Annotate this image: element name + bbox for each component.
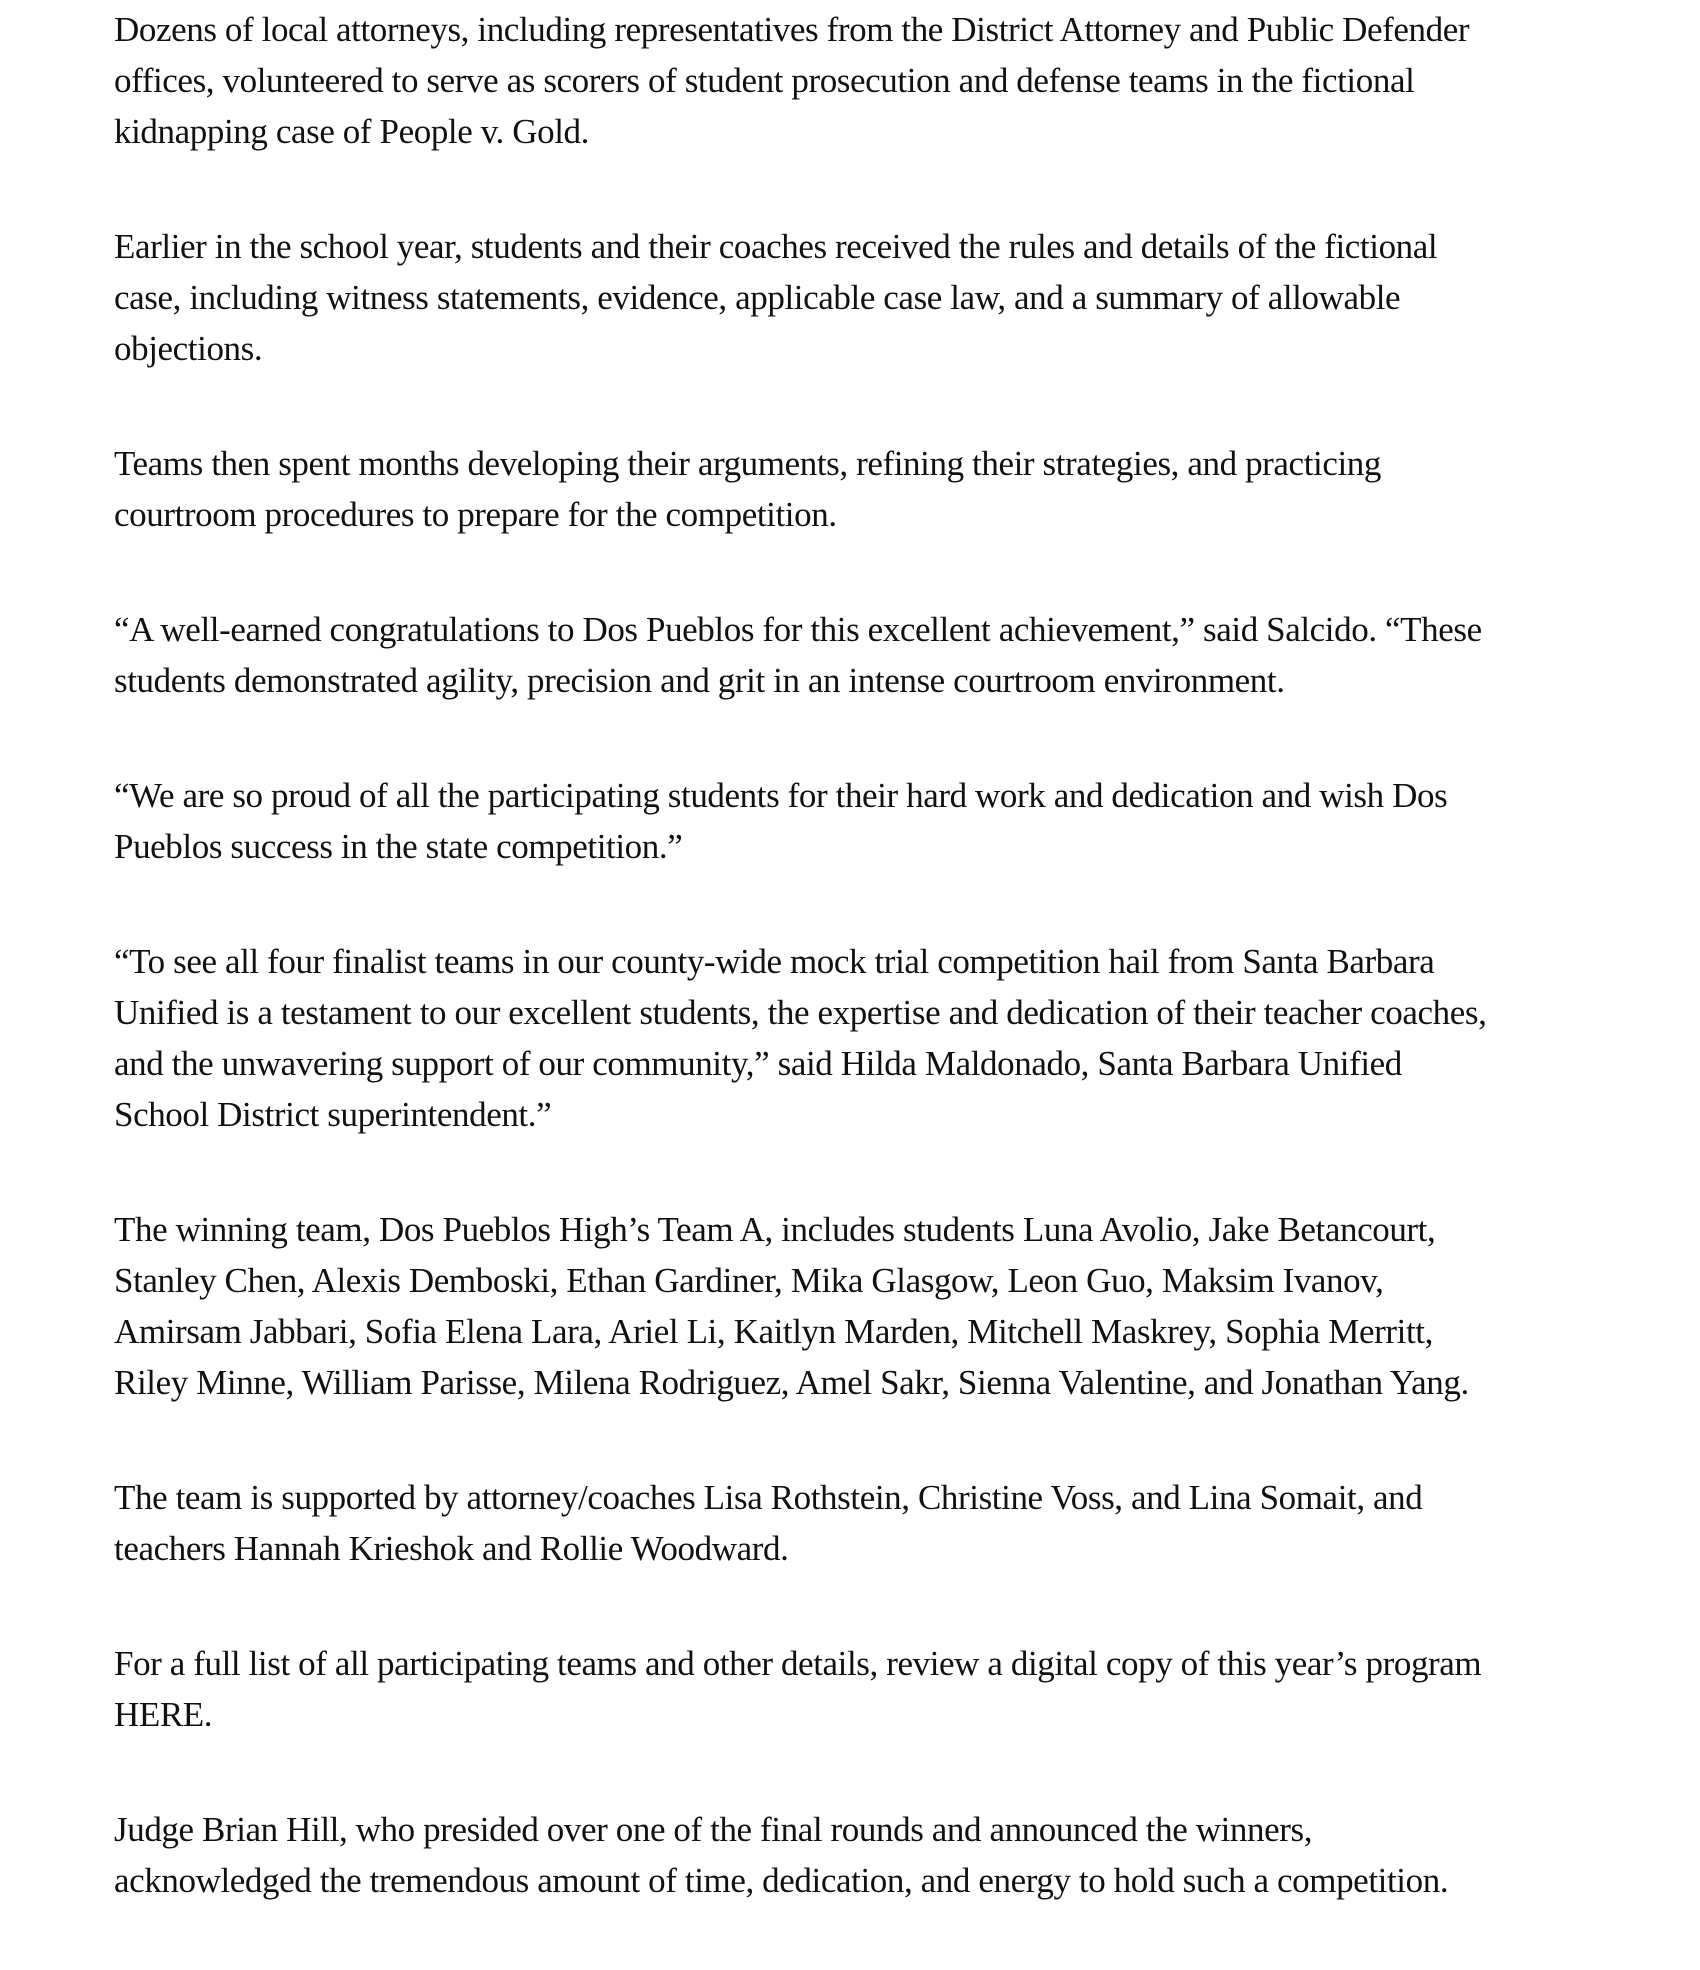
paragraph-case-details: [114, 221, 1604, 374]
paragraph-coaches: [114, 1472, 1604, 1574]
text-line: HERE.: [114, 1695, 213, 1734]
text-line: The team is supported by attorney/coaches Lisa Rothstein, Christine Voss, and Lina Somait, and: [114, 1478, 1423, 1517]
text-line: “To see all four finalist teams in our county-wide mock trial competition hail from Santa Barbara: [114, 942, 1435, 981]
text-line: Pueblos success in the state competition.”: [114, 827, 683, 866]
text-line: objections.: [114, 329, 263, 368]
text-line: The winning team, Dos Pueblos High’s Team A, includes students Luna Avolio, Jake Betancourt,: [114, 1210, 1436, 1249]
text-line: “A well-earned congratulations to Dos Pueblos for this excellent achievement,” said Salcido. “These: [114, 610, 1482, 649]
text-line: case, including witness statements, evidence, applicable case law, and a summary of allowable: [114, 278, 1401, 317]
text-line: Stanley Chen, Alexis Demboski, Ethan Gardiner, Mika Glasgow, Leon Guo, Maksim Ivanov,: [114, 1261, 1384, 1300]
text-line: teachers Hannah Krieshok and Rollie Woodward.: [114, 1529, 789, 1568]
text-line: Unified is a testament to our excellent students, the expertise and dedication of their teacher coaches,: [114, 993, 1487, 1032]
paragraph-salcido-quote: [114, 604, 1604, 706]
text-line: Judge Brian Hill, who presided over one of the final rounds and announced the winners,: [114, 1810, 1313, 1849]
text-line: Riley Minne, William Parisse, Milena Rodriguez, Amel Sakr, Sienna Valentine, and Jonathan Yang.: [114, 1363, 1469, 1402]
text-line: School District superintendent.”: [114, 1095, 552, 1134]
text-line: and the unwavering support of our community,” said Hilda Maldonado, Santa Barbara Unified: [114, 1044, 1402, 1083]
text-line: For a full list of all participating teams and other details, review a digital copy of this year’s program: [114, 1644, 1482, 1683]
paragraph-winning-team: [114, 1204, 1604, 1408]
text-line: courtroom procedures to prepare for the competition.: [114, 495, 837, 534]
paragraph-judge-hill: [114, 1804, 1604, 1906]
paragraph-preparation: [114, 438, 1604, 540]
paragraph-maldonado-quote: [114, 936, 1604, 1140]
paragraph-scorers: [114, 4, 1604, 157]
text-line: Amirsam Jabbari, Sofia Elena Lara, Ariel Li, Kaitlyn Marden, Mitchell Maskrey, Sophia Merritt,: [114, 1312, 1433, 1351]
text-line: Teams then spent months developing their arguments, refining their strategies, and practicing: [114, 444, 1381, 483]
paragraph-proud-quote: [114, 770, 1604, 872]
text-line: kidnapping case of People v. Gold.: [114, 112, 589, 151]
text-line: students demonstrated agility, precision and grit in an intense courtroom environment.: [114, 661, 1285, 700]
paragraph-program-link: [114, 1638, 1604, 1740]
text-line: offices, volunteered to serve as scorers of student prosecution and defense teams in the fictional: [114, 61, 1415, 100]
text-line: “We are so proud of all the participating students for their hard work and dedication and wish Dos: [114, 776, 1448, 815]
text-line: Earlier in the school year, students and their coaches received the rules and details of the fictional: [114, 227, 1438, 266]
text-line: Dozens of local attorneys, including representatives from the District Attorney and Public Defender: [114, 10, 1470, 49]
text-line: acknowledged the tremendous amount of time, dedication, and energy to hold such a competition.: [114, 1861, 1449, 1900]
document-page: [114, 4, 1604, 1970]
